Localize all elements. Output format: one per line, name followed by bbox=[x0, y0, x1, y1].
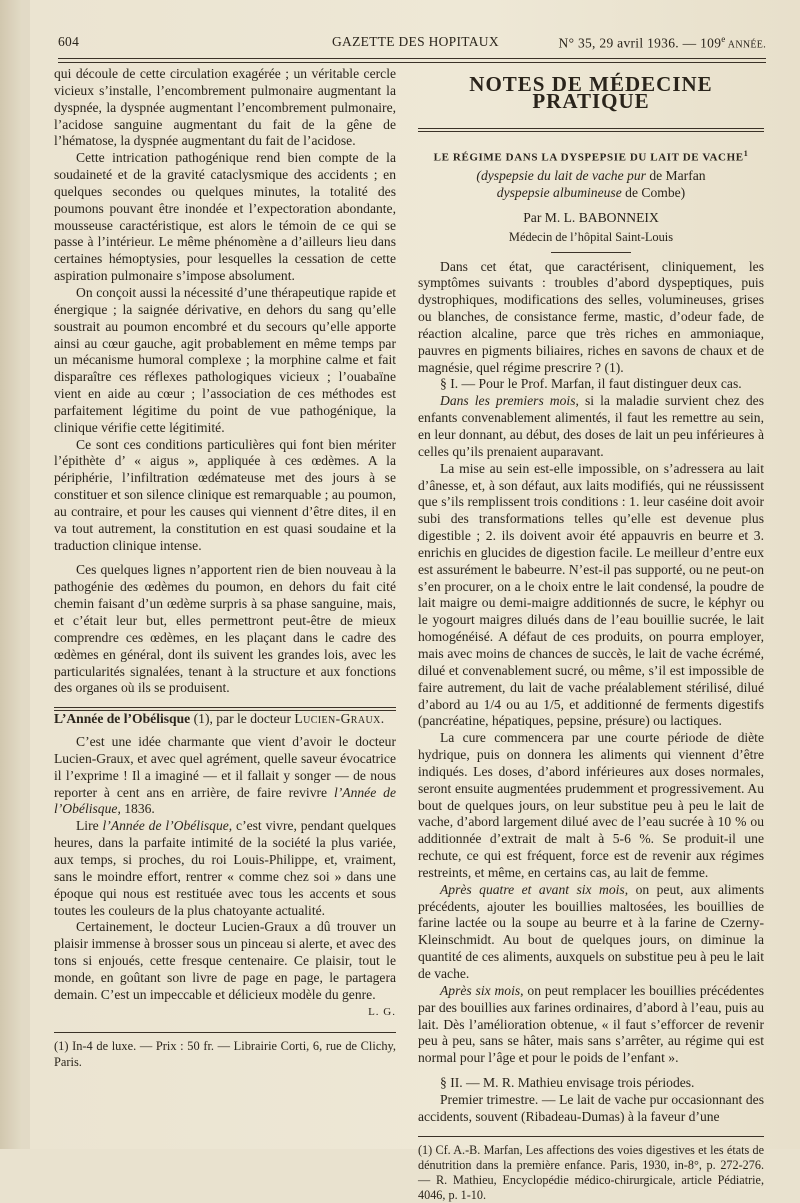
review-paragraph: C’est une idée charmante que vient d’avoir le docteur Lucien-Graux, et avec quel agrément, quelle saveur évocatrice il l’exprime ! Il a imaginé — et il fallait y songer — de nous reporter à cent ans en arrière, de faire revivre l’Année de l’Obélisque, 1836. bbox=[54, 734, 397, 817]
section-title: NOTES DE MÉDECINE PRATIQUE bbox=[469, 72, 713, 113]
affiliation: Médecin de l’hôpital Saint-Louis bbox=[508, 229, 674, 244]
issue-info bbox=[559, 34, 766, 52]
paragraph: Premier trimestre. — Le lait de vache pur occasionnant des accidents, souvent (Ribadeau-Dumas) à la faveur d’une bbox=[418, 1091, 764, 1124]
page-edge-shadow bbox=[0, 0, 30, 1149]
paragraph: La mise au sein est-elle impossible, on s’adressera au lait d’ânesse, et, à son défaut, aux laits modifiés, qui ne réussissent que s’ils remplissent trois conditions : 1. leur caséine doit avoir subi des transformations telles qu’elle est devenue plus digestible ; 2. ils doivent avoir été appauvris en beurre et 3. enrichis en glucides de digestion facile. Le meilleur d’entre eux est assurément le babeurre. N’est-il pas supporté, ou ne peut-on s’en procurer, on a le choix entre le lait condensé, la poudre de lait maigre ou demi-maigre additionnés de sucre, le képhyr ou le yogourt maigres dilués dans de l’eau bouillie sucrée, le lait homogénéisé. A défaut de ces produits, on pourra employer, mais avec moins de chances de succès, le lait de vache écrémé, dilué et convenablement sucré, ou même, s’il est impossible de faire autrement, du lait de vache préalablement stérilisé, dilué d’abord au 1/4 ou au 1/5, et additionné de ferments digestifs (pancréatine, hépatiques, pepsine, présure) ou lactiques. bbox=[418, 460, 764, 729]
paragraph: Dans cet état, que caractérisent, cliniquement, les symptômes suivants : troubles d’abord dyspeptiques, puis dystrophiques, modifications des selles, volumineuses, grises ou blanches, de consistance ferme, mastic, d’odeur fade, de réaction alcaline, parce que très riches en ammoniaque, pauvres en pigments biliaires, riches en savons de chaux et de magnésie, quel régime prescrire ? (1). bbox=[418, 258, 764, 375]
review-ref: (1), par le docteur bbox=[190, 711, 295, 727]
paragraph: Ces quelques lignes n’apportent rien de bien nouveau à la pathogénie des œdèmes du poumon, en dehors du fait cité chemin faisant d’un œdème surpris à sa phase sanguine, mais, et c’était leur but, elles permettront peut-être de mieux comprendre ces œdèmes, en les plaçant dans le cadre des œdèmes en général, dont ils suivent les grandes lois, avec les particularités signalées, tenant à la structure et aux fonctions des organes où ils se produisent. bbox=[54, 562, 396, 696]
paragraph: La cure commencera par une courte période de diète hydrique, puis on donnera les aliments qui viennent d’être indiqués. Les doses, d’abord inférieures aux doses normales, seront ensuite augmentées prudemment et progressivement. Au bout de quelques jours, on leur substitue peu à peu le lait de vache, d’abord largement dilué avec de l’eau sucrée à 10 % ou additionnée d’extrait de malt à 5-6 %. Se produit-il une rechute, ce qui est fréquent, force est de revenir aux régimes restreints, et même, en certains cas, au lait de femme. bbox=[418, 730, 764, 880]
byline-rule bbox=[551, 252, 631, 253]
review-signature: L. G. bbox=[368, 1005, 396, 1018]
article-subtitle: (dyspepsie du lait de vache pur de Marfan dyspepsie albumineuse de Combe) bbox=[476, 168, 706, 201]
paragraph: § II. — M. R. Mathieu envisage trois périodes. bbox=[440, 1075, 695, 1091]
footnote: (1) In-4 de luxe. — Prix : 50 fr. — Librairie Corti, 6, rue de Clichy, Paris. bbox=[54, 1039, 396, 1069]
paragraph: Après six mois, on peut remplacer les bouillies précédentes par des bouillies aux farines ordinaires, d’abord à l’eau, puis au lait. Dès l’amélioration obtenue, « il faut s’efforcer de revenir peu à peu, sans se hâter, mais sans s’arrêter, au régime qui est normal pour l’âge et pour le poids de l’enfant ». bbox=[418, 982, 764, 1066]
article-title: LE RÉGIME DANS LA DYSPEPSIE DU LAIT DE VACHE$^1$ bbox=[433, 148, 749, 164]
footnote: (1) Cf. A.-B. Marfan, Les affections des voies digestives et les états de dénutrition dans la première enfance. Paris, 1930, in-8°, p. 272-276. — R. Mathieu, Encyclopédie médico-chirurgicale, article Pédiatrie, 4046, p. 1-10. bbox=[418, 1142, 764, 1203]
paragraph: Ce sont ces conditions particulières qui font bien mériter l’épithète d’ « aigus », appliquée à ces œdèmes. A la périphérie, l’infiltration œdémateuse met des jours à se constituer et son silence clinique est remarquable ; au poumon, au contraire, et pour les causes qui viennent d’être dites, il en va tout autrement, la constitution en est quasi soudaine et la traduction clinique intense. bbox=[54, 436, 397, 553]
left-column bbox=[54, 66, 396, 1070]
issue-year: ANNÉE. bbox=[725, 39, 766, 51]
paragraph: qui découle de cette circulation exagérée ; un véritable cercle vicieux s’installe, l’encombrement pulmonaire augmentant la dyspnée, la dyspnée augmentant l’encombrement pulmonaire, l’acidose sanguine augmentant du fait de la gêne de l’hématose, la dyspnée augmentant du fait de l’acidose. bbox=[54, 66, 396, 149]
journal-title: GAZETTE DES HOPITAUX bbox=[332, 34, 499, 49]
paragraph: § I. — Pour le Prof. Marfan, il faut distinguer deux cas. bbox=[440, 376, 742, 392]
book-title: L’Année de l’Obélisque bbox=[54, 711, 191, 727]
page-number: 604 bbox=[58, 34, 80, 49]
footnote-rule bbox=[54, 1032, 396, 1033]
right-column bbox=[418, 66, 764, 1203]
issue-date: N° 35, 29 avril 1936. — 109 bbox=[558, 35, 722, 51]
book-review-heading bbox=[54, 711, 396, 728]
header-rule bbox=[58, 58, 766, 59]
review-author: Lucien-Graux. bbox=[294, 711, 385, 727]
paragraph: Cette intrication pathogénique rend bien compte de la soudaineté et de la gravité cataclysmique des accidents ; en quelques secondes ou quelques minutes, la totalité des poumons pouvant être inondée et l’expectoration abondante, mousseuse caractéristique, est alors le témoin de ce qui se passe à l’intérieur. Le même phénomène a d’ailleurs lieu dans certaines hémoptysies, pour lesquelles la cessation de cette aspiration pulmonaire s’impose absolument. bbox=[54, 150, 396, 284]
review-paragraph: Lire l’Année de l’Obélisque, c’est vivre, pendant quelques heures, dans la parfaite intimité de la société la plus variée, aux temps, si proches, du roi Louis-Philippe, et, vraiment, sans le moindre effort, rentrer « comme chez soi » dans une époque qui nous est restituée avec tous les accents et sous toutes les couleurs de la plus chatoyante actualité. bbox=[54, 818, 396, 918]
paragraph: On conçoit aussi la nécessité d’une thérapeutique rapide et énergique ; la saignée dérivative, en dehors du sang qu’elle soustrait au poumon encombré et du secours qu’elle apporte ainsi au cœur gauche, agit probablement en même temps par un mécanisme humoral complexe ; la morphine calme et fait disparaître ces réflexes pathologiques vicieux ; l’ouabaïne vient en aide au cœur ; l’association de ces méthodes est parfaitement légitime du point de vue pathogénique, la clinique vérifie cette légitimité. bbox=[54, 284, 396, 435]
byline: Par M. L. BABONNEIX bbox=[523, 209, 659, 225]
header-rule-2 bbox=[58, 62, 766, 63]
section-title-rule bbox=[418, 128, 764, 132]
paragraph: Dans les premiers mois, si la maladie survient chez des enfants convenablement alimentés, il faut les remettre au sein, en leur donnant, au début, des doses de lait un peu inférieures à celles qu’ils prenaient auparavant. bbox=[418, 393, 764, 459]
issue-sup: e bbox=[721, 34, 726, 44]
paragraph: Après quatre et avant six mois, on peut, aux aliments précédents, ajouter les bouillies maltosées, les bouillies de farine lactée ou la soupe au beurre et à la farine de Czerny-Kleinschmidt. Au bout de quelques jours, on diminue la quantité de ces aliments, auxquels on substitue peu à peu le lait de vache. bbox=[418, 881, 764, 981]
review-paragraph: Certainement, le docteur Lucien-Graux a dû trouver un plaisir immense à brosser sous un pinceau si alerte, et avec des tons si enjoués, cette fresque centenaire. Ce plaisir, tout le monde, en goûtant son livre de page en page, le partagera demain. C’est un impeccable et délicieux modèle du genre. bbox=[54, 919, 396, 1002]
footnote-rule bbox=[418, 1136, 764, 1137]
